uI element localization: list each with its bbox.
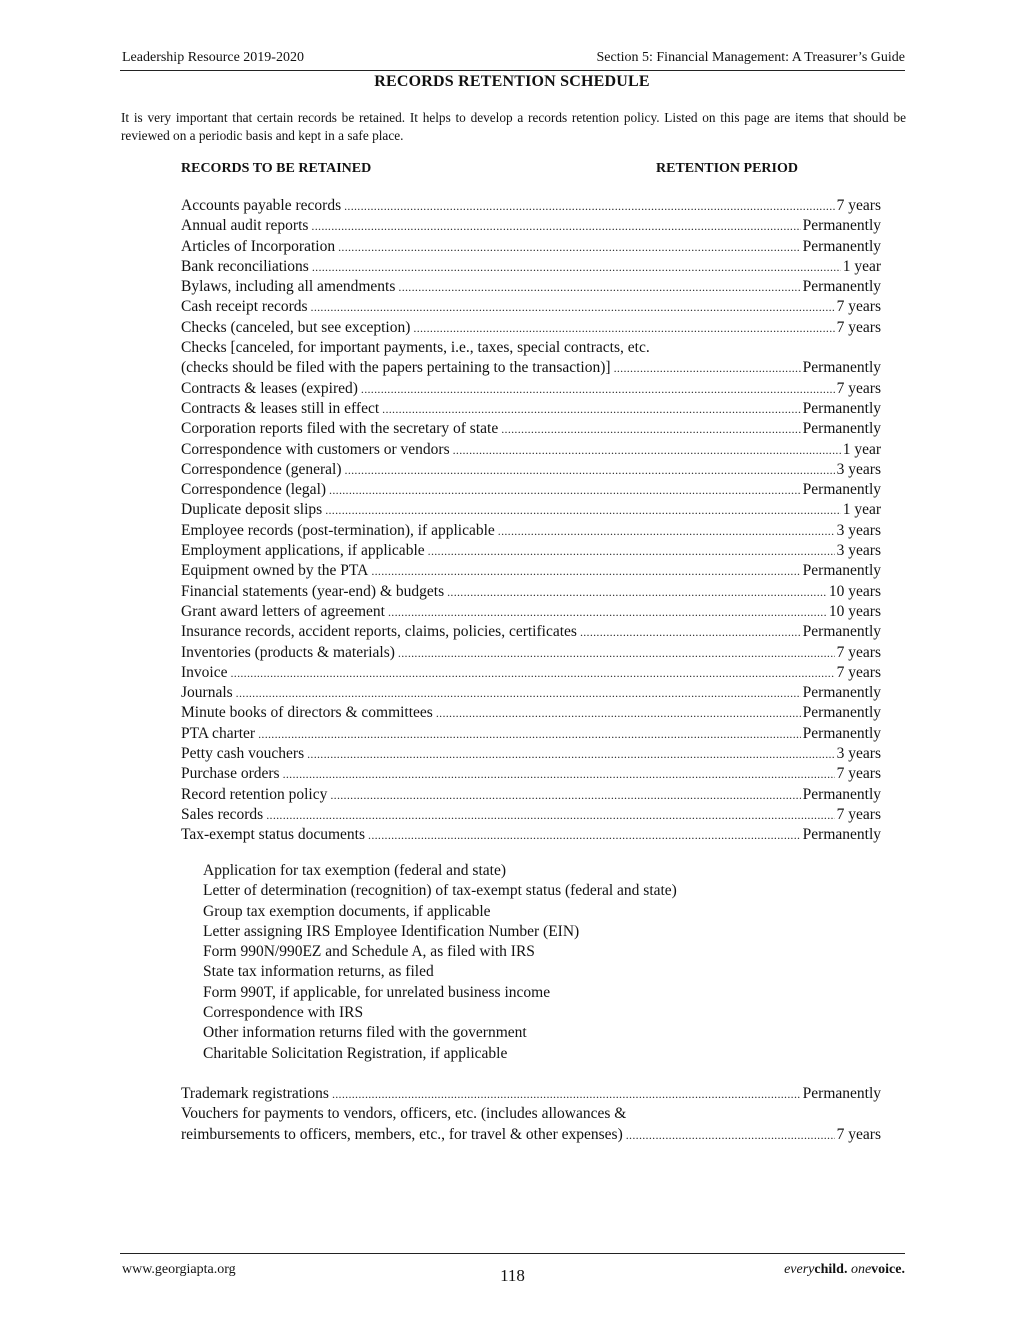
retention-period: 10 years bbox=[828, 602, 881, 620]
record-item: reimbursements to officers, members, etc., for travel & other expenses) bbox=[181, 1125, 623, 1143]
footer-website: www.georgiapta.org bbox=[122, 1262, 236, 1277]
record-item: Employee records (post-termination), if applicable bbox=[181, 521, 495, 539]
tax-document-item: Letter of determination (recognition) of tax-exempt status (federal and state) bbox=[203, 882, 677, 900]
retention-period: Permanently bbox=[802, 785, 881, 803]
dot-leader bbox=[227, 663, 834, 683]
tax-document-item: Other information returns filed with the government bbox=[203, 1024, 527, 1042]
retention-period: Permanently bbox=[802, 684, 881, 702]
record-row bbox=[181, 216, 881, 236]
retention-period: Permanently bbox=[802, 623, 881, 641]
record-row bbox=[181, 663, 881, 683]
record-row bbox=[181, 1104, 881, 1124]
dot-leader bbox=[623, 1125, 835, 1145]
dot-leader bbox=[329, 1084, 801, 1104]
record-row bbox=[181, 318, 881, 338]
record-item: Minute books of directors & committees bbox=[181, 704, 433, 722]
record-item: Vouchers for payments to vendors, officers, etc. (includes allowances & bbox=[181, 1105, 627, 1123]
retention-period: Permanently bbox=[802, 217, 881, 235]
record-row bbox=[181, 683, 881, 703]
header-right: Section 5: Financial Management: A Treasurer’s Guide bbox=[596, 50, 905, 65]
retention-period: Permanently bbox=[802, 399, 881, 417]
dot-leader bbox=[255, 724, 801, 744]
retention-period: 3 years bbox=[836, 521, 881, 539]
retention-period: 7 years bbox=[836, 805, 881, 823]
retention-period: 7 years bbox=[836, 1125, 881, 1143]
record-row bbox=[181, 500, 881, 520]
dot-leader bbox=[304, 744, 835, 764]
column-header-records: RECORDS TO BE RETAINED bbox=[181, 161, 372, 176]
dot-leader bbox=[425, 541, 835, 561]
records-list bbox=[181, 196, 881, 846]
record-item: Checks (canceled, but see exception) bbox=[181, 318, 411, 336]
record-row bbox=[181, 196, 881, 216]
page-title: RECORDS RETENTION SCHEDULE bbox=[374, 73, 650, 90]
record-item: Tax-exempt status documents bbox=[181, 826, 366, 844]
record-item: Inventories (products & materials) bbox=[181, 643, 395, 661]
record-item: Cash receipt records bbox=[181, 298, 308, 316]
record-item: Employment applications, if applicable bbox=[181, 542, 425, 560]
record-row bbox=[181, 785, 881, 805]
record-item: Articles of Incorporation bbox=[181, 237, 336, 255]
record-row bbox=[181, 582, 881, 602]
record-item: Journals bbox=[181, 684, 233, 702]
record-item: Contracts & leases still in effect bbox=[181, 399, 380, 417]
record-row bbox=[181, 379, 881, 399]
record-row bbox=[181, 297, 881, 317]
retention-period: Permanently bbox=[802, 704, 881, 722]
record-item: Equipment owned by the PTA bbox=[181, 562, 369, 580]
dot-leader bbox=[385, 602, 827, 622]
record-row bbox=[181, 643, 881, 663]
record-row bbox=[181, 744, 881, 764]
record-row bbox=[181, 724, 881, 744]
page-footer bbox=[120, 1253, 905, 1294]
retention-period: 7 years bbox=[836, 765, 881, 783]
dot-leader bbox=[342, 460, 835, 480]
dot-leader bbox=[498, 419, 800, 439]
retention-period: Permanently bbox=[802, 724, 881, 742]
retention-period: 1 year bbox=[842, 501, 881, 519]
dot-leader bbox=[341, 196, 835, 216]
dot-leader bbox=[233, 683, 801, 703]
dot-leader bbox=[395, 277, 800, 297]
retention-period: Permanently bbox=[802, 481, 881, 499]
retention-period: Permanently bbox=[802, 278, 881, 296]
dot-leader bbox=[308, 297, 835, 317]
record-item: Grant award letters of agreement bbox=[181, 602, 385, 620]
record-item: Purchase orders bbox=[181, 765, 280, 783]
dot-leader bbox=[309, 257, 841, 277]
records-list-continued bbox=[181, 1084, 881, 1145]
dot-leader bbox=[322, 500, 841, 520]
record-row bbox=[181, 358, 881, 378]
retention-period: Permanently bbox=[802, 420, 881, 438]
record-item: Petty cash vouchers bbox=[181, 745, 305, 763]
retention-period: 3 years bbox=[836, 745, 881, 763]
record-row bbox=[181, 237, 881, 257]
retention-period: Permanently bbox=[802, 237, 881, 255]
record-item: Checks [canceled, for important payments, i.e., taxes, special contracts, etc. bbox=[181, 339, 650, 357]
record-row bbox=[181, 602, 881, 622]
page-header bbox=[120, 48, 905, 71]
slogan-one: one bbox=[850, 1262, 872, 1277]
record-row bbox=[181, 703, 881, 723]
retention-period: Permanently bbox=[802, 1085, 881, 1102]
dot-leader bbox=[368, 561, 800, 581]
dot-leader bbox=[326, 480, 801, 500]
intro-paragraph: It is very important that certain records be retained. It helps to develop a records retention policy. Listed on this page are items that should be reviewed on a periodic basis and kept in a safe place. bbox=[121, 110, 906, 143]
record-item: Corporation reports filed with the secretary of state bbox=[181, 420, 499, 438]
tax-document-item: Correspondence with IRS bbox=[203, 1004, 364, 1022]
record-row bbox=[181, 622, 881, 642]
retention-period: 7 years bbox=[836, 379, 881, 397]
record-item: Trademark registrations bbox=[181, 1085, 329, 1102]
column-header-period: RETENTION PERIOD bbox=[656, 161, 798, 176]
page-number: 118 bbox=[500, 1266, 525, 1285]
record-row bbox=[181, 257, 881, 277]
record-item: Record retention policy bbox=[181, 785, 328, 803]
dot-leader bbox=[444, 582, 827, 602]
record-row bbox=[181, 521, 881, 541]
dot-leader bbox=[335, 237, 801, 257]
dot-leader bbox=[395, 643, 835, 663]
dot-leader bbox=[327, 785, 800, 805]
retention-period: Permanently bbox=[802, 359, 881, 377]
tax-document-item: Application for tax exemption (federal and state) bbox=[203, 862, 506, 879]
retention-period: 7 years bbox=[836, 318, 881, 336]
record-item: (checks should be filed with the papers pertaining to the transaction)] bbox=[181, 359, 611, 377]
tax-document-item: Group tax exemption documents, if applicable bbox=[203, 902, 491, 920]
header-left: Leadership Resource 2019-2020 bbox=[122, 50, 304, 65]
retention-period: 10 years bbox=[828, 582, 881, 600]
tax-document-item: Form 990N/990EZ and Schedule A, as filed with IRS bbox=[203, 943, 535, 961]
record-item: Correspondence (legal) bbox=[181, 481, 327, 499]
record-item: Financial statements (year-end) & budgets bbox=[181, 582, 445, 600]
dot-leader bbox=[358, 379, 835, 399]
dot-leader bbox=[379, 399, 801, 419]
tax-document-item: State tax information returns, as filed bbox=[203, 963, 434, 981]
record-item: Correspondence with customers or vendors bbox=[181, 440, 450, 458]
retention-period: Permanently bbox=[802, 562, 881, 580]
dot-leader bbox=[611, 358, 801, 378]
retention-period: 7 years bbox=[836, 643, 881, 661]
record-item: Bylaws, including all amendments bbox=[181, 278, 396, 296]
record-row bbox=[181, 419, 881, 439]
dot-leader bbox=[450, 440, 841, 460]
record-item: Invoice bbox=[181, 663, 228, 681]
retention-period: Permanently bbox=[802, 826, 881, 844]
dot-leader bbox=[263, 805, 834, 825]
record-row bbox=[181, 825, 881, 845]
footer-slogan bbox=[784, 1262, 905, 1278]
record-row bbox=[181, 805, 881, 825]
tax-document-item: Form 990T, if applicable, for unrelated business income bbox=[203, 983, 551, 1001]
record-row bbox=[181, 338, 881, 358]
record-item: Bank reconciliations bbox=[181, 257, 309, 275]
retention-period: 3 years bbox=[836, 460, 881, 478]
tax-document-item: Letter assigning IRS Employee Identification Number (EIN) bbox=[203, 922, 580, 940]
record-item: Insurance records, accident reports, claims, policies, certificates bbox=[181, 623, 577, 641]
record-row bbox=[181, 399, 881, 419]
record-item: Correspondence (general) bbox=[181, 460, 342, 478]
dot-leader bbox=[365, 825, 801, 845]
record-row bbox=[181, 1084, 881, 1104]
record-row bbox=[181, 277, 881, 297]
dot-leader bbox=[280, 764, 835, 784]
record-row bbox=[181, 460, 881, 480]
record-row bbox=[181, 764, 881, 784]
slogan-child: child. bbox=[814, 1262, 848, 1277]
record-row bbox=[181, 480, 881, 500]
tax-document-item: Charitable Solicitation Registration, if applicable bbox=[203, 1044, 508, 1062]
record-item: Accounts payable records bbox=[181, 197, 342, 214]
retention-period: 3 years bbox=[836, 542, 881, 560]
dot-leader bbox=[308, 216, 800, 236]
dot-leader bbox=[577, 622, 801, 642]
retention-period: 1 year bbox=[842, 257, 881, 275]
record-item: Duplicate deposit slips bbox=[181, 501, 323, 519]
record-item: Contracts & leases (expired) bbox=[181, 379, 358, 397]
dot-leader bbox=[433, 703, 801, 723]
tax-documents-list bbox=[203, 861, 677, 1064]
dot-leader bbox=[410, 318, 834, 338]
dot-leader bbox=[495, 521, 835, 541]
record-row bbox=[181, 561, 881, 581]
retention-period: 7 years bbox=[836, 298, 881, 316]
record-item: Sales records bbox=[181, 805, 264, 823]
record-item: PTA charter bbox=[181, 724, 256, 742]
slogan-every: every bbox=[784, 1262, 815, 1277]
record-row bbox=[181, 1125, 881, 1145]
slogan-voice: voice. bbox=[871, 1262, 905, 1277]
retention-period: 7 years bbox=[836, 197, 881, 214]
record-row bbox=[181, 541, 881, 561]
retention-period: 7 years bbox=[836, 663, 881, 681]
record-row bbox=[181, 440, 881, 460]
record-item: Annual audit reports bbox=[181, 217, 309, 235]
retention-period: 1 year bbox=[842, 440, 881, 458]
